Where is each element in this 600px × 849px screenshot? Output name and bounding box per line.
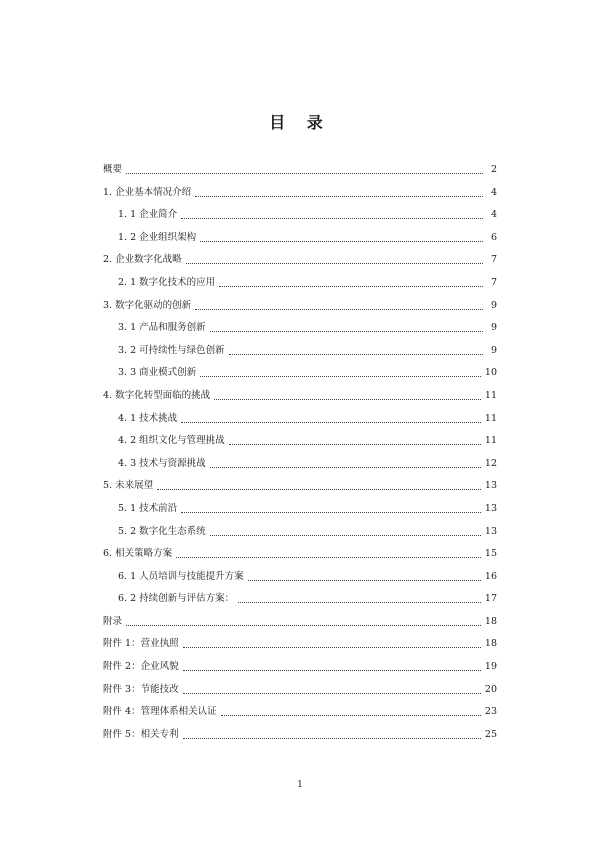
toc-entry-line [103,705,497,719]
toc-entry-page-number: 13 [484,480,497,492]
toc-entry-page-number: 6 [490,231,497,243]
toc-entry[interactable] [118,434,497,457]
toc-leader-dots [219,285,483,287]
page-number: 1 [297,780,303,790]
toc-entry-label: 4. 1 技术挑战 [118,412,178,424]
toc-entry-line [103,253,497,267]
toc-leader-dots [181,511,481,513]
toc-entry[interactable] [103,186,497,209]
toc-entry-label: 3. 数字化驱动的创新 [103,299,192,311]
toc-leader-dots [200,375,481,377]
toc-leader-dots [229,443,481,445]
toc-leader-dots [186,262,483,264]
toc-leader-dots [126,624,481,626]
toc-entry-line [118,434,497,448]
toc-entry[interactable] [103,163,497,186]
toc-entry[interactable] [103,637,497,660]
toc-entry-label: 附件 5：相关专利 [103,728,179,740]
toc-entry-label: 6. 1 人员培训与技能提升方案 [118,570,244,582]
toc-entry-label: 2. 企业数字化战略 [103,254,182,266]
toc-entry-label: 2. 1 数字化技术的应用 [118,276,216,288]
toc-leader-dots [157,488,481,490]
toc-entry-line [118,231,497,245]
toc-entry-page-number: 13 [484,502,497,514]
toc-leader-dots [195,195,483,197]
toc-entry-line [103,728,497,742]
toc-leader-dots [183,646,481,648]
toc-entry-label: 附件 4：管理体系相关认证 [103,706,217,718]
toc-entry-label: 1. 1 企业简介 [118,209,178,221]
toc-entry-label: 3. 1 产品和服务创新 [118,322,206,334]
toc-entry[interactable] [118,592,497,615]
toc-leader-dots [126,172,483,174]
toc-entry-page-number: 9 [490,344,497,356]
toc-entry-line [103,163,497,177]
toc-entry-label: 6. 2 持续创新与评估方案： [118,593,235,605]
toc-entry-line [118,570,497,584]
toc-entry-page-number: 4 [490,209,497,221]
toc-entry-line [103,389,497,403]
toc-leader-dots [183,737,481,739]
toc-entry-label: 1. 企业基本情况介绍 [103,186,192,198]
toc-entry-page-number: 7 [490,276,497,288]
toc-entry-page-number: 19 [484,661,497,673]
toc-entry-page-number: 16 [484,570,497,582]
toc-entry-page-number: 2 [490,164,497,175]
toc-entry-line [103,299,497,313]
toc-entry-label: 5. 1 技术前沿 [118,502,178,514]
toc-leader-dots [181,217,483,219]
toc-leader-dots [200,240,483,242]
toc-entry[interactable] [118,208,497,231]
toc-leader-dots [214,398,481,400]
toc-entry-page-number: 4 [490,186,497,198]
toc-entry-label: 4. 3 技术与资源挑战 [118,457,206,469]
toc-entry[interactable] [118,344,497,367]
toc-entry[interactable] [103,253,497,276]
toc-entry-line [118,457,497,471]
toc-leader-dots [183,692,481,694]
toc-entry-page-number: 18 [484,615,497,627]
toc-leader-dots [238,601,481,603]
toc-entry[interactable] [103,705,497,728]
toc-entry[interactable] [103,479,497,502]
toc-entry-line [103,479,497,493]
toc-entry-page-number: 13 [484,525,497,537]
toc-leader-dots [176,556,481,558]
toc-entry-label: 4. 数字化转型面临的挑战 [103,389,211,401]
toc-entry[interactable] [118,231,497,254]
toc-entry[interactable] [103,683,497,706]
toc-entry-page-number: 12 [484,457,497,469]
toc-entry[interactable] [118,570,497,593]
toc-entry-line [118,208,497,222]
toc-leader-dots [195,308,483,310]
toc-entry-label: 6. 相关策略方案 [103,548,173,560]
toc-entry[interactable] [118,412,497,435]
toc-entry[interactable] [103,615,497,638]
toc-entry-line [103,547,497,561]
toc-leader-dots [210,330,483,332]
toc-entry-line [103,683,497,697]
toc-entry[interactable] [118,502,497,525]
toc-entry[interactable] [118,457,497,480]
toc-entry[interactable] [118,525,497,548]
toc-entry[interactable] [118,366,497,389]
table-of-contents [103,163,497,750]
toc-entry-page-number: 10 [484,367,497,379]
toc-entry[interactable] [118,276,497,299]
toc-entry-line [118,366,497,380]
toc-leader-dots [181,421,481,423]
toc-leader-dots [210,534,481,536]
toc-entry[interactable] [103,389,497,412]
toc-entry-label: 5. 2 数字化生态系统 [118,525,206,537]
toc-entry-label: 附件 1：营业执照 [103,638,179,650]
toc-entry-page-number: 23 [484,706,497,718]
toc-entry-line [103,637,497,651]
toc-entry-label: 附录 [103,615,123,627]
toc-entry-label: 4. 2 组织文化与管理挑战 [118,435,225,447]
toc-entry-page-number: 9 [490,299,497,311]
toc-entry-label: 3. 2 可持续性与绿色创新 [118,344,225,356]
toc-entry-page-number: 17 [484,593,497,605]
toc-entry-line [103,660,497,674]
toc-leader-dots [229,353,483,355]
page-title: 目 录 [269,113,331,132]
toc-leader-dots [221,714,481,716]
toc-entry-line [118,502,497,516]
toc-entry[interactable] [103,660,497,683]
toc-entry-line [118,412,497,426]
toc-entry-page-number: 11 [484,435,497,447]
toc-entry-label: 5. 未来展望 [103,480,154,492]
toc-entry-label: 1. 2 企业组织架构 [118,231,197,243]
toc-entry-page-number: 15 [484,548,497,560]
toc-entry-page-number: 9 [490,322,497,334]
toc-leader-dots [183,669,481,671]
toc-leader-dots [210,466,481,468]
toc-entry-line [118,344,497,358]
toc-entry-label: 附件 3：节能技改 [103,683,179,695]
toc-entry-page-number: 18 [484,638,497,650]
toc-entry-page-number: 11 [484,412,497,424]
toc-entry-line [103,186,497,200]
toc-entry-label: 3. 3 商业模式创新 [118,367,197,379]
toc-entry-line [118,276,497,290]
toc-entry-line [103,615,497,629]
toc-leader-dots [248,579,481,581]
toc-entry[interactable] [103,728,497,751]
toc-entry-page-number: 11 [484,389,497,401]
toc-entry-page-number: 25 [484,728,497,740]
toc-entry-line [118,321,497,335]
toc-entry-label: 附件 2：企业风貌 [103,661,179,673]
toc-entry-line [118,592,497,606]
toc-entry-page-number: 20 [484,683,497,695]
toc-entry[interactable] [118,321,497,344]
toc-entry-line [118,525,497,539]
toc-entry[interactable] [103,547,497,570]
toc-entry-page-number: 7 [490,254,497,266]
toc-entry-label: 概要 [103,164,123,175]
toc-entry[interactable] [103,299,497,322]
